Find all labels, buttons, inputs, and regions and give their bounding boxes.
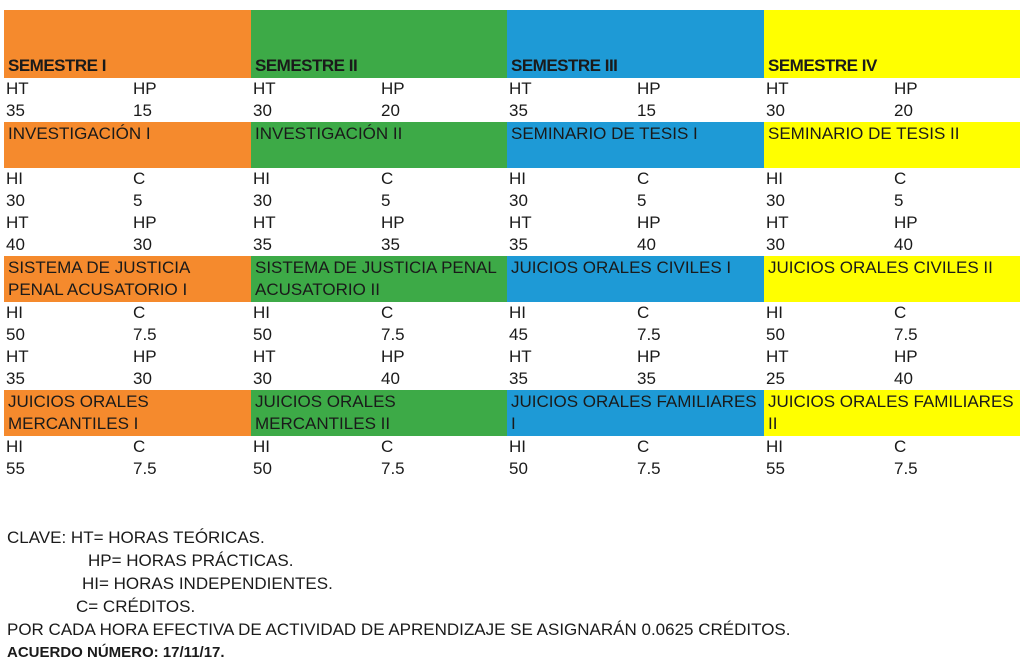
c-label: C	[894, 437, 907, 456]
ht-label: HT	[509, 79, 532, 98]
hp-value: 35	[381, 235, 400, 254]
hi-value: 50	[509, 459, 528, 478]
hp-value: 30	[133, 235, 152, 254]
ht-value: 35	[509, 235, 528, 254]
hi-label: HI	[766, 169, 783, 188]
ht-value: 30	[766, 235, 785, 254]
c-value: 7.5	[637, 325, 661, 344]
hi-value: 30	[6, 191, 25, 210]
c-value: 5	[381, 191, 391, 210]
c-label: C	[894, 303, 907, 322]
ht-label: HT	[6, 213, 29, 232]
c-value: 7.5	[894, 325, 918, 344]
hi-label: HI	[509, 169, 526, 188]
hi-label: HI	[253, 303, 270, 322]
hp-label: HP	[133, 347, 157, 366]
course-cell: JUICIOS ORALES FAMILIARES I	[507, 390, 764, 436]
hp-label: HP	[381, 79, 405, 98]
ht-value: 35	[6, 101, 25, 120]
hp-label: HP	[381, 213, 405, 232]
ht-label: HT	[509, 213, 532, 232]
hi-label: HI	[253, 169, 270, 188]
course-cell: JUICIOS ORALES CIVILES I	[507, 256, 764, 302]
hi-label: HI	[6, 303, 23, 322]
hi-value: 45	[509, 325, 528, 344]
c-value: 7.5	[381, 459, 405, 478]
c-value: 7.5	[133, 459, 157, 478]
course-cell: JUICIOS ORALES CIVILES II	[764, 256, 1020, 302]
course-cell: JUICIOS ORALES MERCANTILES I	[4, 390, 251, 436]
hp-label: HP	[637, 347, 661, 366]
course-cell: JUICIOS ORALES FAMILIARES II	[764, 390, 1020, 436]
legend	[7, 526, 790, 664]
ht-label: HT	[253, 79, 276, 98]
semester-2-header: SEMESTRE II	[251, 10, 507, 78]
hp-label: HP	[133, 79, 157, 98]
ht-value: 35	[509, 369, 528, 388]
hi-value: 55	[766, 459, 785, 478]
hp-value: 35	[637, 369, 656, 388]
course-cell: INVESTIGACIÓN II	[251, 122, 507, 168]
ht-label: HT	[766, 213, 789, 232]
course-cell: SISTEMA DE JUSTICIA PENAL ACUSATORIO I	[4, 256, 251, 302]
hi-value: 50	[253, 459, 272, 478]
c-label: C	[894, 169, 907, 188]
c-value: 7.5	[894, 459, 918, 478]
hp-value: 30	[133, 369, 152, 388]
legend-c: C= CRÉDITOS.	[76, 597, 196, 616]
c-label: C	[637, 437, 650, 456]
c-label: C	[133, 169, 146, 188]
hi-label: HI	[253, 437, 270, 456]
legend-ht: CLAVE: HT= HORAS TEÓRICAS.	[7, 528, 265, 547]
c-value: 7.5	[381, 325, 405, 344]
c-value: 5	[894, 191, 904, 210]
hi-label: HI	[6, 437, 23, 456]
ht-label: HT	[6, 347, 29, 366]
hp-value: 40	[637, 235, 656, 254]
hp-label: HP	[894, 347, 918, 366]
course-cell: SEMINARIO DE TESIS I	[507, 122, 764, 168]
ht-label: HT	[766, 347, 789, 366]
ht-label: HT	[253, 347, 276, 366]
ht-value: 35	[253, 235, 272, 254]
hi-value: 55	[6, 459, 25, 478]
course-cell: JUICIOS ORALES MERCANTILES II	[251, 390, 507, 436]
hi-value: 50	[253, 325, 272, 344]
course-cell: SISTEMA DE JUSTICIA PENAL ACUSATORIO II	[251, 256, 507, 302]
ht-value: 40	[6, 235, 25, 254]
hp-value: 15	[637, 101, 656, 120]
course-cell: SEMINARIO DE TESIS II	[764, 122, 1020, 168]
hi-label: HI	[766, 303, 783, 322]
hi-value: 30	[509, 191, 528, 210]
ht-label: HT	[766, 79, 789, 98]
ht-value: 35	[509, 101, 528, 120]
hp-value: 40	[381, 369, 400, 388]
hp-label: HP	[381, 347, 405, 366]
hi-label: HI	[509, 437, 526, 456]
c-value: 7.5	[133, 325, 157, 344]
hi-value: 30	[766, 191, 785, 210]
c-label: C	[637, 303, 650, 322]
c-value: 5	[637, 191, 647, 210]
c-label: C	[381, 303, 394, 322]
hp-value: 20	[894, 101, 913, 120]
hp-value: 40	[894, 369, 913, 388]
hp-label: HP	[894, 79, 918, 98]
c-label: C	[133, 437, 146, 456]
hi-value: 30	[253, 191, 272, 210]
ht-label: HT	[509, 347, 532, 366]
c-value: 7.5	[637, 459, 661, 478]
hp-value: 40	[894, 235, 913, 254]
c-value: 5	[133, 191, 143, 210]
hi-value: 50	[6, 325, 25, 344]
credit-rule: POR CADA HORA EFECTIVA DE ACTIVIDAD DE APRENDIZAJE SE ASIGNARÁN 0.0625 CRÉDITOS.	[7, 620, 791, 639]
legend-hi: HI= HORAS INDEPENDIENTES.	[82, 574, 333, 593]
agreement-number: ACUERDO NÚMERO: 17/11/17.	[7, 644, 225, 661]
c-label: C	[133, 303, 146, 322]
semester-4-header: SEMESTRE IV	[764, 10, 1020, 78]
c-label: C	[637, 169, 650, 188]
ht-value: 30	[253, 369, 272, 388]
hi-label: HI	[766, 437, 783, 456]
hi-label: HI	[6, 169, 23, 188]
hp-label: HP	[133, 213, 157, 232]
ht-value: 30	[253, 101, 272, 120]
semester-3-header: SEMESTRE III	[507, 10, 764, 78]
curriculum-table	[4, 10, 1020, 480]
hp-value: 15	[133, 101, 152, 120]
ht-value: 30	[766, 101, 785, 120]
ht-value: 25	[766, 369, 785, 388]
hp-label: HP	[637, 213, 661, 232]
hp-label: HP	[894, 213, 918, 232]
legend-hp: HP= HORAS PRÁCTICAS.	[88, 551, 294, 570]
ht-label: HT	[253, 213, 276, 232]
c-label: C	[381, 437, 394, 456]
hp-label: HP	[637, 79, 661, 98]
hi-value: 50	[766, 325, 785, 344]
c-label: C	[381, 169, 394, 188]
ht-value: 35	[6, 369, 25, 388]
ht-label: HT	[6, 79, 29, 98]
hi-label: HI	[509, 303, 526, 322]
course-cell: INVESTIGACIÓN I	[4, 122, 251, 168]
hp-value: 20	[381, 101, 400, 120]
semester-1-header: SEMESTRE I	[4, 10, 251, 78]
